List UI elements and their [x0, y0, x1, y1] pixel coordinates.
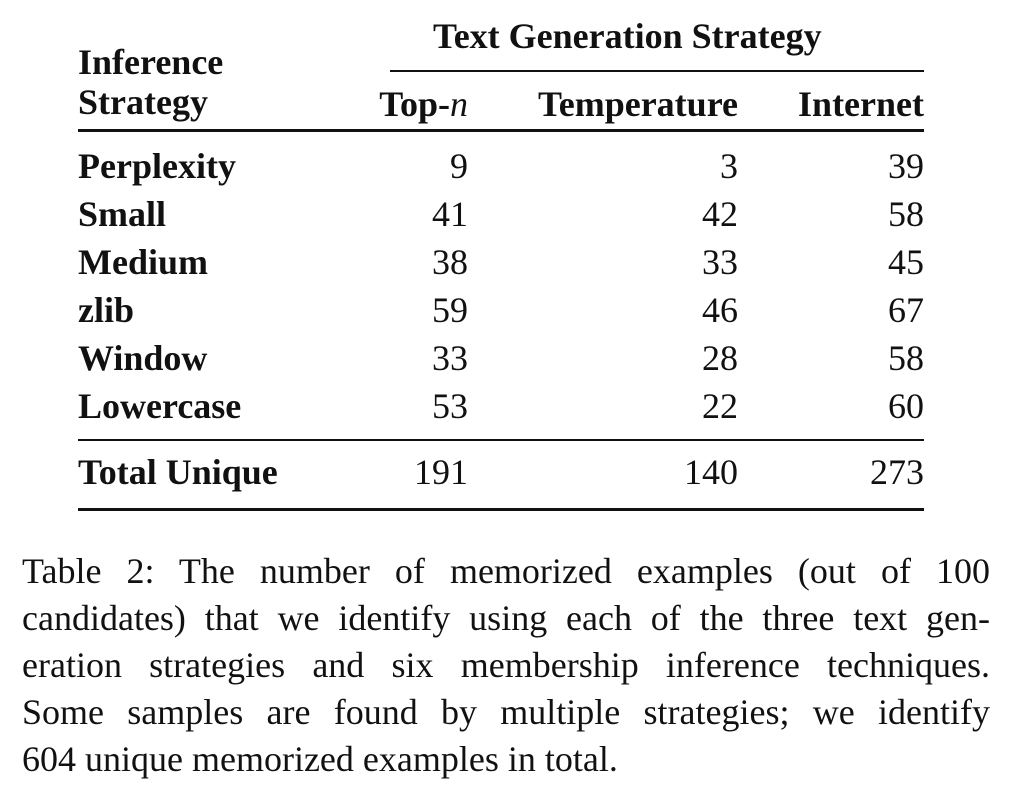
row-header-line2: Strategy	[78, 82, 208, 122]
cell-top-n: 41	[432, 194, 468, 234]
cell-internet: 67	[888, 290, 924, 330]
table-row	[0, 382, 1018, 430]
row-header-line1: Inference	[78, 42, 224, 82]
header-rule	[78, 129, 924, 132]
cell-top-n: 9	[450, 146, 468, 186]
caption-line: Table 2: The number of memorized examples (out of 100	[22, 551, 990, 591]
cell-internet: 39	[888, 146, 924, 186]
cell-temperature: 42	[702, 194, 738, 234]
bottom-rule	[78, 508, 924, 511]
group-header: Text Generation Strategy	[433, 16, 822, 56]
cell-temperature: 3	[720, 146, 738, 186]
row-label: Perplexity	[78, 146, 236, 186]
group-header-rule	[390, 70, 924, 72]
cell-internet: 45	[888, 242, 924, 282]
row-label: Medium	[78, 242, 208, 282]
table-row	[0, 286, 1018, 334]
total-label: Total Unique	[78, 452, 278, 492]
total-top-n: 191	[414, 452, 468, 492]
cell-top-n: 33	[432, 338, 468, 378]
row-label: zlib	[78, 290, 135, 330]
cell-top-n: 59	[432, 290, 468, 330]
total-rule	[78, 439, 924, 441]
table-row	[0, 238, 1018, 286]
row-label: Small	[78, 194, 167, 234]
total-row	[0, 448, 1018, 496]
cell-internet: 58	[888, 338, 924, 378]
table-caption	[22, 548, 990, 783]
cell-temperature: 46	[702, 290, 738, 330]
cell-temperature: 33	[702, 242, 738, 282]
total-internet: 273	[870, 452, 924, 492]
column-header-temperature: Temperature	[538, 84, 738, 124]
cell-temperature: 22	[702, 386, 738, 426]
table-row	[0, 190, 1018, 238]
cell-top-n: 38	[432, 242, 468, 282]
total-temperature: 140	[684, 452, 738, 492]
cell-top-n: 53	[432, 386, 468, 426]
caption-line: candidates) that we identify using each of the three text gen-	[22, 598, 990, 638]
cell-internet: 58	[888, 194, 924, 234]
table-row	[0, 142, 1018, 190]
caption-line: 604 unique memorized examples in total.	[22, 739, 618, 779]
row-label: Window	[78, 338, 208, 378]
column-header-internet: Internet	[798, 84, 924, 124]
caption-line: Some samples are found by multiple strategies; we identify	[22, 692, 990, 732]
row-label: Lowercase	[78, 386, 242, 426]
table-row	[0, 334, 1018, 382]
caption-line: eration strategies and six membership inference techniques.	[22, 645, 990, 685]
cell-internet: 60	[888, 386, 924, 426]
column-header-top-n: Top-n	[379, 84, 468, 124]
cell-temperature: 28	[702, 338, 738, 378]
